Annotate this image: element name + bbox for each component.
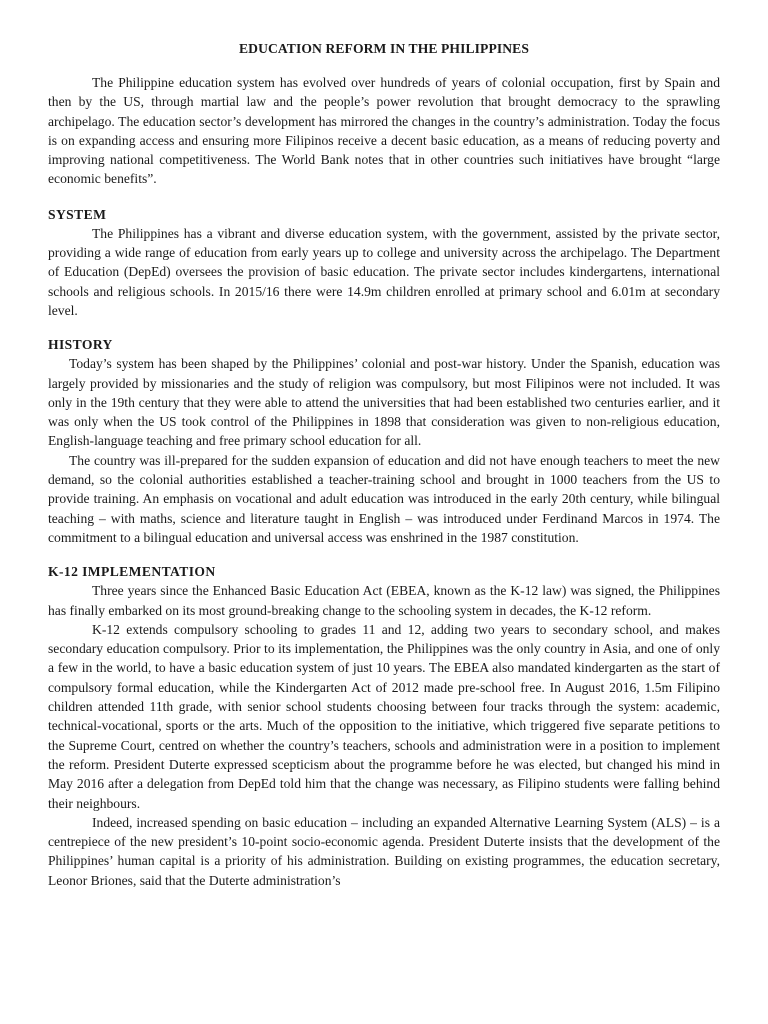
- k12-paragraph-2: K-12 extends compulsory schooling to grades 11 and 12, adding two years to secondary school, and makes secondary education compulsory. Prior to its implementation, the Philippines was the only country in Asia, and one of only a few in the world, to have a basic education system of just 10 years. The EBEA also mandated kindergarten as the start of compulsory formal education, while the Kindergarten Act of 2012 made pre-school free. In August 2016, 1.5m Filipino children attended 11th grade, with senior school students choosing between four tracks through the system: academic, technical-vocational, sports or the arts. Much of the opposition to the initiative, which triggered five separate petitions to the Supreme Court, centred on whether the country’s teachers, schools and administration were in a position to implement the reform. President Duterte expressed scepticism about the programme before he was elected, but changed his mind in May 2016 after a delegation from DepEd told him that the change was necessary, as Filipino students were falling behind their neighbours.: [48, 621, 720, 811]
- system-paragraph-1: The Philippines has a vibrant and diverse education system, with the government, assisted by the private sector, providing a wide range of education from early years up to college and university across the archipelago. The Department of Education (DepEd) oversees the provision of basic education. The private sector includes kindergartens, international schools and religious schools. In 2015/16 there were 14.9m children enrolled at primary school and 6.01m at secondary level.: [48, 225, 720, 318]
- intro-paragraph: The Philippine education system has evolved over hundreds of years of colonial occupation, first by Spain and then by the US, through martial law and the people’s power revolution that brought democracy to the sprawling archipelago. The education sector’s development has mirrored the changes in the country’s administration. Today the focus is on expanding access and ensuring more Filipinos receive a decent basic education, as a means of reducing poverty and improving national competitiveness. The World Bank notes that in other countries such initiatives have brought “large economic benefits”.: [48, 75, 720, 187]
- section-heading-k12: K-12 IMPLEMENTATION: [48, 564, 216, 580]
- k12-paragraph-1: Three years since the Enhanced Basic Education Act (EBEA, known as the K-12 law) was signed, the Philippines has finally embarked on its most ground-breaking change to the schooling system in decades, the K-12 reform.: [48, 583, 720, 618]
- history-paragraph-2: The country was ill-prepared for the sudden expansion of education and did not have enough teachers to meet the new demand, so the colonial authorities established a teacher-training school and brought in 1000 teachers from the US to provide training. An emphasis on vocational and adult education was introduced in the early 20th century, while bilingual teaching – with maths, science and literature taught in English – was introduced under Ferdinand Marcos in 1974. The commitment to a bilingual education and universal access was enshrined in the 1987 constitution.: [48, 452, 720, 545]
- k12-paragraph-3: Indeed, increased spending on basic education – including an expanded Alternative Learning System (ALS) – is a centrepiece of the new president’s 10-point socio-economic agenda. President Duterte insists that the development of the Philippines’ human capital is a priority of his administration. Building on existing programmes, the education secretary, Leonor Briones, said that the Duterte administration’s: [48, 814, 720, 888]
- history-paragraph-1: Today’s system has been shaped by the Philippines’ colonial and post-war history. Under the Spanish, education was largely provided by missionaries and the study of religion was compulsory, but most Filipinos were not included. It was only in the 19th century that they were able to attend the universities that had been established two centuries earlier, and it was only when the US took control of the Philippines in 1898 that consideration was given to non-religious education, English-language teaching and free primary school education for all.: [48, 356, 720, 449]
- section-heading-history: HISTORY: [48, 337, 113, 353]
- section-heading-system: SYSTEM: [48, 206, 107, 222]
- document-title: EDUCATION REFORM IN THE PHILIPPINES: [238, 41, 529, 56]
